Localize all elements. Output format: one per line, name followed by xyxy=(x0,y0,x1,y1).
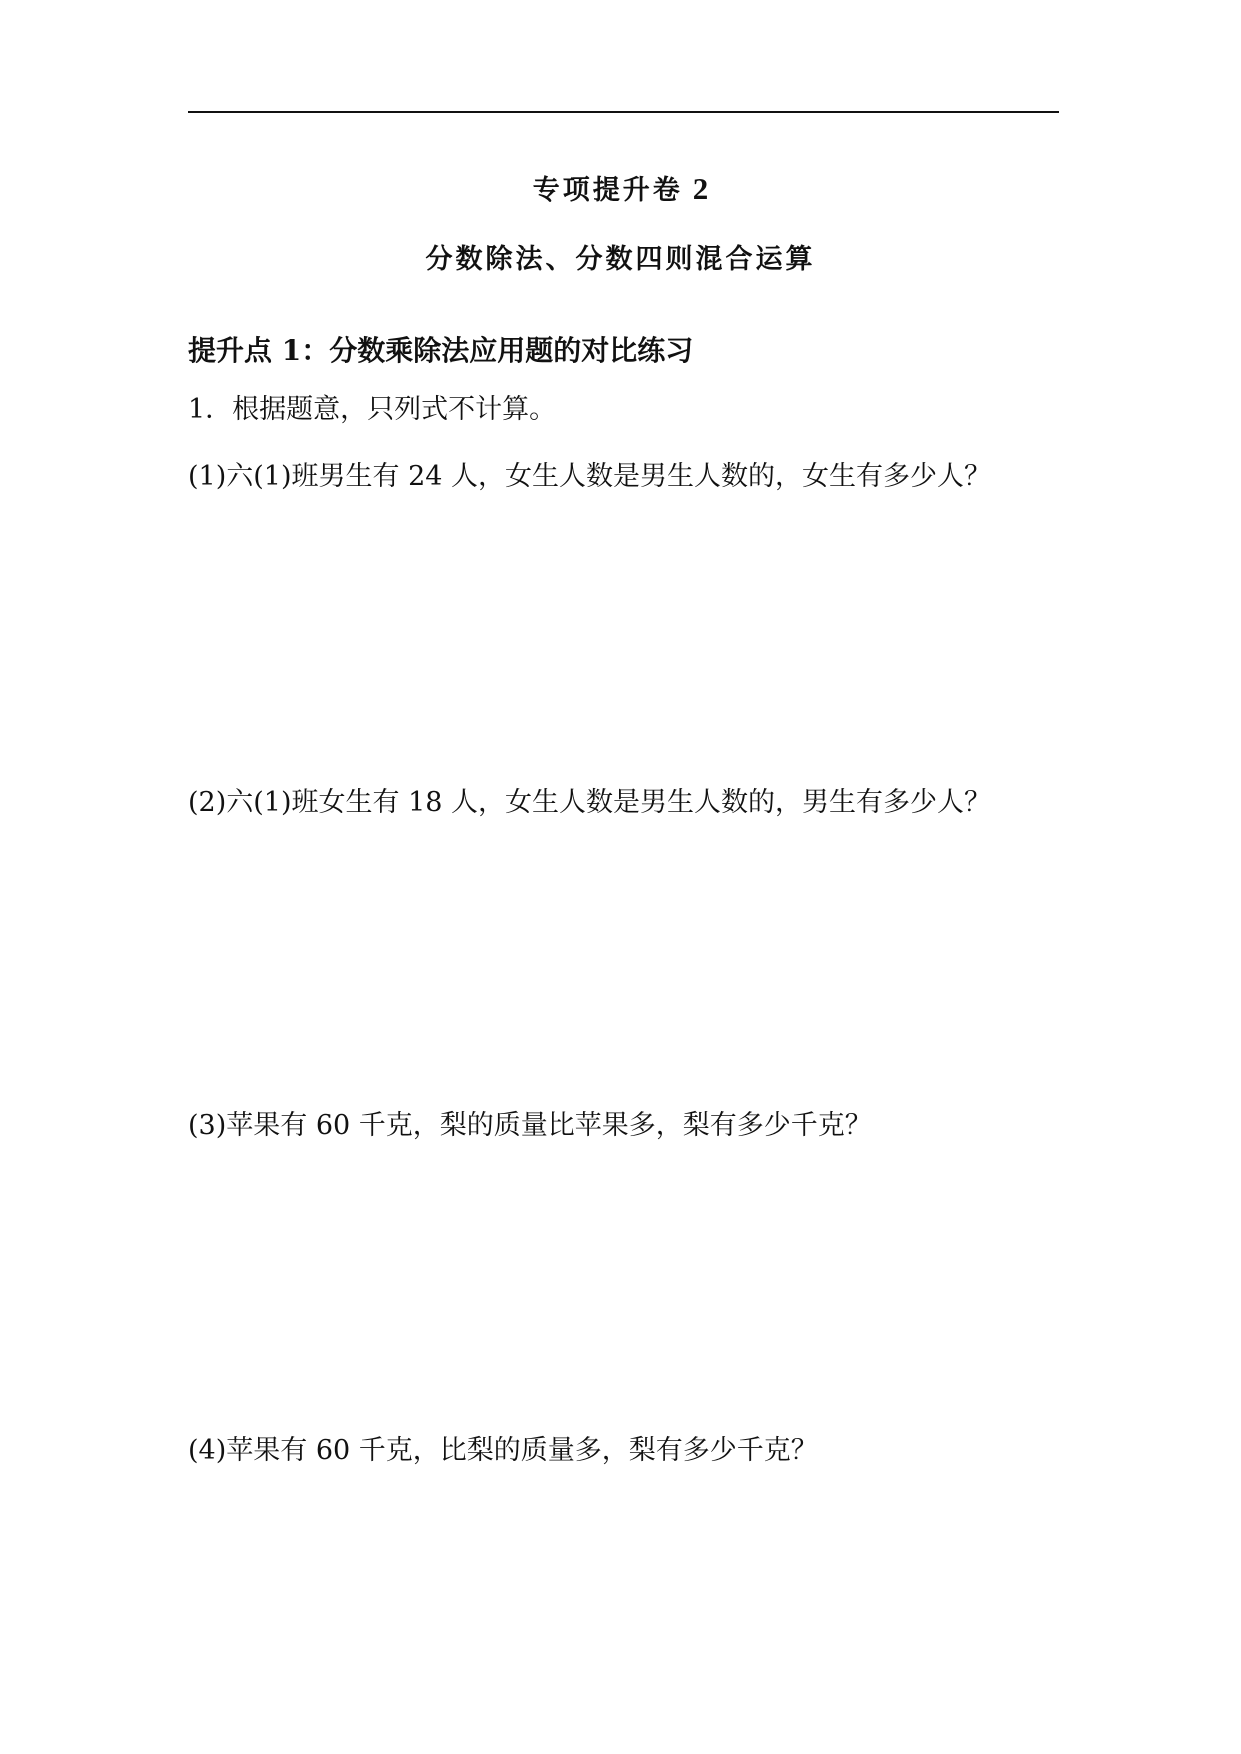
page-title-number: 2 xyxy=(692,171,709,206)
page-title-text: 专项提升卷 xyxy=(532,175,683,206)
sub-question-1: (1)六(1)班男生有 24 人，女生人数是男生人数的，女生有多少人？ xyxy=(188,461,992,492)
header-rule xyxy=(188,111,1059,113)
section-heading: 提升点 1：分数乘除法应用题的对比练习 xyxy=(188,334,694,367)
page-subtitle: 分数除法、分数四则混合运算 xyxy=(425,244,816,275)
sub-question-2: (2)六(1)班女生有 18 人，女生人数是男生人数的，男生有多少人？ xyxy=(188,787,992,818)
sub-question-3: (3)苹果有 60 千克，梨的质量比苹果多，梨有多少千克？ xyxy=(188,1110,872,1141)
sub-question-4: (4)苹果有 60 千克，比梨的质量多，梨有多少千克？ xyxy=(188,1435,818,1466)
question-instruction: 1．根据题意，只列式不计算。 xyxy=(188,394,557,425)
page-title xyxy=(0,168,1241,207)
